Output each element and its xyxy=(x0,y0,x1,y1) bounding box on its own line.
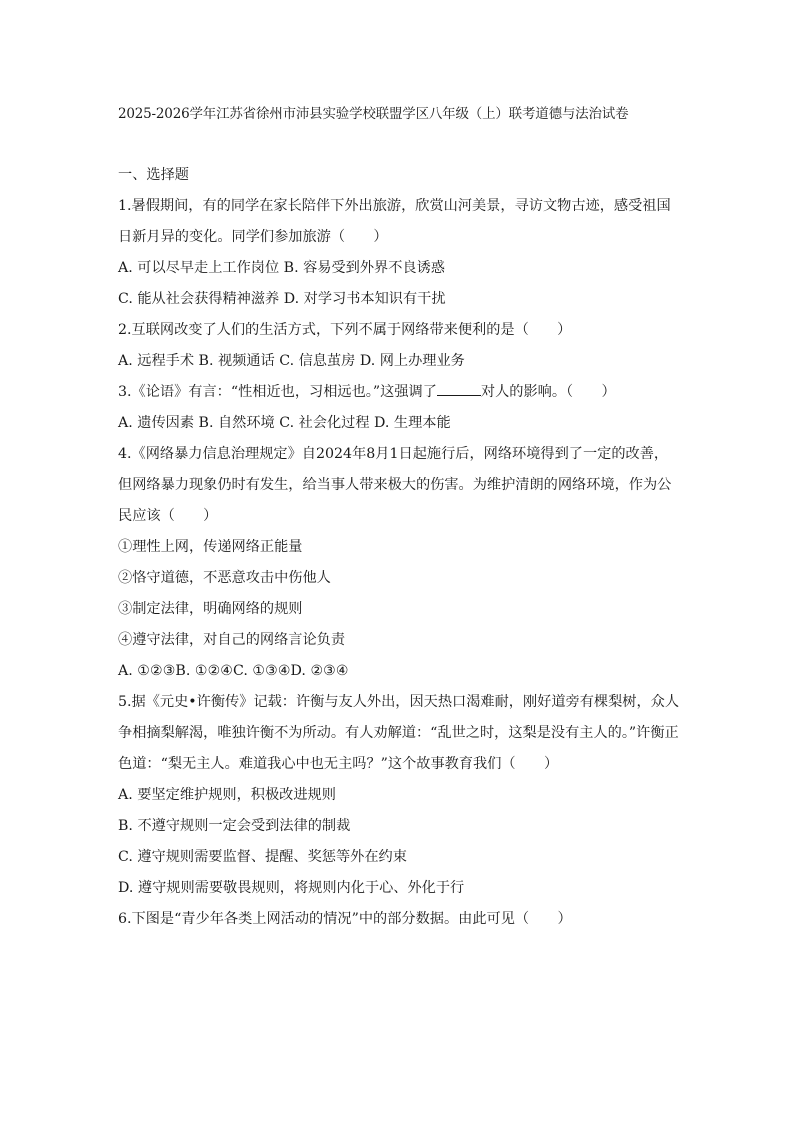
question-3-stem-before: 3.《论语》有言：“性相近也，习相远也。”这强调了 xyxy=(118,384,437,400)
exam-content xyxy=(118,164,680,939)
question-6-stem: 6.下图是“青少年各类上网活动的情况”中的部分数据。由此可见（ ） xyxy=(118,911,572,927)
question-4-item-2: ②恪守道德，不恶意攻击中伤他人 xyxy=(118,570,331,586)
question-2-options: A. 远程手术 B. 视频通话 C. 信息茧房 D. 网上办理业务 xyxy=(118,353,465,369)
question-1-options-row-2: C. 能从社会获得精神滋养 D. 对学习书本知识有干扰 xyxy=(118,291,446,307)
exam-title: 2025-2026学年江苏省徐州市沛县实验学校联盟学区八年级（上）联考道德与法治试卷 xyxy=(118,106,629,122)
question-3-stem-after: 对人的影响。（ ） xyxy=(480,384,616,400)
question-2-stem: 2.互联网改变了人们的生活方式，下列不属于网络带来便利的是（ ） xyxy=(118,322,572,338)
section-heading: 一、选择题 xyxy=(118,167,189,183)
question-1-options-row-1: A. 可以尽早走上工作岗位 B. 容易受到外界不良诱惑 xyxy=(118,260,445,276)
fill-in-blank xyxy=(437,381,481,396)
question-4-stem: 4.《网络暴力信息治理规定》自2024年8月1日起施行后，网络环境得到了一定的改善，但网络暴力现象仍时有发生，给当事人带来极大的伤害。为维护清朗的网络环境，作为公民应该（ ） xyxy=(118,446,672,524)
question-5-stem: 5.据《元史•许衡传》记载：许衡与友人外出，因天热口渴难耐，刚好道旁有棵梨树，众人争相摘梨解渴，唯独许衡不为所动。有人劝解道：“乱世之时，这梨是没有主人的。”许衡正色道：“梨无主人。难道我心中也无主吗？”这个故事教育我们（ ） xyxy=(118,694,680,772)
question-4-item-3: ③制定法律，明确网络的规则 xyxy=(118,601,303,617)
question-5-option-c: C. 遵守规则需要监督、提醒、奖惩等外在约束 xyxy=(118,849,407,865)
question-3-stem xyxy=(118,381,680,403)
question-4-item-1: ①理性上网，传递网络正能量 xyxy=(118,539,303,555)
question-5-option-a: A. 要坚定维护规则，积极改进规则 xyxy=(118,787,336,803)
question-4-options: A. ①②③B. ①②④C. ①③④D. ②③④ xyxy=(118,663,349,679)
question-1-stem: 1.暑假期间，有的同学在家长陪伴下外出旅游，欣赏山河美景，寻访文物古迹，感受祖国日新月异的变化。同学们参加旅游（ ） xyxy=(118,198,671,245)
question-4-item-4: ④遵守法律，对自己的网络言论负责 xyxy=(118,632,346,648)
question-5-option-d: D. 遵守规则需要敬畏规则，将规则内化于心、外化于行 xyxy=(118,880,465,896)
question-5-option-b: B. 不遵守规则一定会受到法律的制裁 xyxy=(118,818,351,834)
question-3-options: A. 遗传因素 B. 自然环境 C. 社会化过程 D. 生理本能 xyxy=(118,415,451,431)
